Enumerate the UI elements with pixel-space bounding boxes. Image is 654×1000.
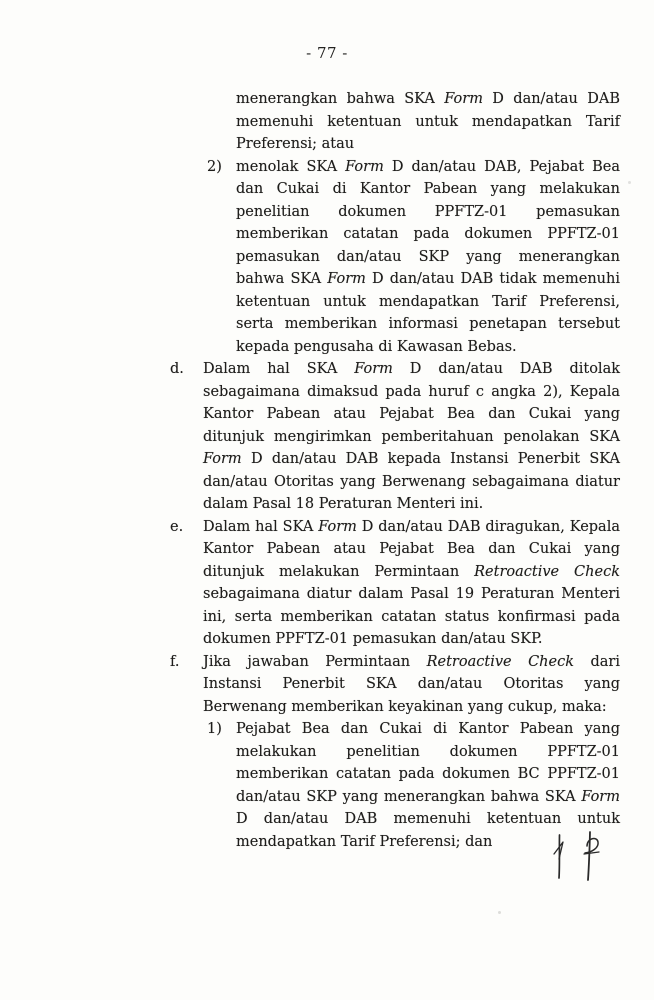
- list-item-text: [236, 156, 620, 359]
- text-segment: D dan/atau DAB tidak memenuhi ketentuan untuk mendapatkan Tarif Preferensi, serta memberikan informasi penetapan tersebut kepada pengusaha di Kawasan Bebas.: [236, 271, 620, 355]
- list-item-text: [236, 88, 620, 156]
- italic-text-segment: Retroactive Check: [426, 653, 575, 670]
- list-item-label: 2): [207, 158, 222, 175]
- italic-text-segment: Form: [354, 361, 393, 377]
- list-item-label: 1): [207, 721, 222, 737]
- list-item: [0, 718, 620, 853]
- list-item-text: [203, 358, 620, 516]
- text-segment: Jika jawaban Permintaan: [203, 653, 427, 670]
- italic-text-segment: Form: [345, 158, 384, 175]
- italic-text-segment: Form: [327, 271, 366, 287]
- initial-stroke: [554, 842, 563, 859]
- text-segment: sebagaimana diatur dalam Pasal 19 Peraturan Menteri ini, serta memberikan catatan status konfirmasi pada dokumen PPFTZ-01 pemasukan dan/atau SKP.: [203, 586, 620, 647]
- text-segment: Dalam hal SKA: [203, 518, 319, 535]
- italic-text-segment: Retroactive Check: [474, 563, 620, 580]
- text-segment: D dan/atau DAB ditolak sebagaimana dimaksud pada huruf c angka 2), Kepala Kantor Pabean atau Pejabat Bea dan Cukai yang ditunjuk mengirimkan pemberitahuan penolakan SKA: [203, 361, 620, 445]
- text-segment: Pejabat Bea dan Cukai di Kantor Pabean yang melakukan penelitian dokumen PPFTZ-01 memberikan catatan pada dokumen BC PPFTZ-01 dan/atau SKP yang menerangkan bahwa SKA: [236, 721, 620, 805]
- text-segment: D dan/atau DAB memenuhi ketentuan untuk mendapatkan Tarif Preferensi; dan: [236, 811, 620, 850]
- italic-text-segment: Form: [203, 451, 242, 467]
- page-number: - 77 -: [306, 44, 348, 62]
- list-item-text: [203, 651, 620, 719]
- list-item: [0, 88, 620, 156]
- text-segment: D dan/atau DAB memenuhi ketentuan untuk mendapatkan Tarif Preferensi; atau: [236, 91, 621, 152]
- ink-speck: [498, 911, 501, 914]
- list-item: [0, 156, 620, 359]
- text-segment: D dan/atau DAB kepada Instansi Penerbit SKA dan/atau Otoritas yang Berwenang sebagaimana diatur dalam Pasal 18 Peraturan Menteri ini.: [203, 451, 620, 512]
- text-segment: D dan/atau DAB diragukan, Kepala Kantor Pabean atau Pejabat Bea dan Cukai yang ditunjuk melakukan Permintaan: [203, 518, 620, 580]
- list-item: [0, 358, 620, 516]
- list-item: [0, 651, 620, 719]
- text-segment: D dan/atau DAB, Pejabat Bea dan Cukai di Kantor Pabean yang melakukan penelitian dokumen PPFTZ-01 pemasukan memberikan catatan pada dokumen PPFTZ-01 pemasukan dan/atau SKP yang menerangkan bahwa SKA: [236, 158, 620, 287]
- list-item-text: [203, 516, 620, 651]
- text-segment: Dalam hal SKA: [203, 361, 355, 377]
- text-segment: menolak SKA: [236, 158, 346, 175]
- list-item-label: f.: [170, 653, 180, 670]
- italic-text-segment: Form: [581, 788, 620, 805]
- document-body: [0, 88, 620, 853]
- italic-text-segment: Form: [444, 91, 483, 107]
- list-item: [0, 516, 620, 651]
- initial-stroke: [585, 839, 598, 853]
- ink-speck: [628, 181, 631, 184]
- italic-text-segment: Form: [318, 518, 357, 535]
- text-segment: menerangkan bahwa SKA: [236, 91, 445, 107]
- handwritten-initials: [540, 823, 630, 898]
- text-segment: dari Instansi Penerbit SKA dan/atau Otoritas yang Berwenang memberikan keyakinan yang cukup, maka:: [203, 653, 620, 715]
- list-item-label: d.: [170, 361, 184, 377]
- list-item-label: e.: [170, 518, 184, 535]
